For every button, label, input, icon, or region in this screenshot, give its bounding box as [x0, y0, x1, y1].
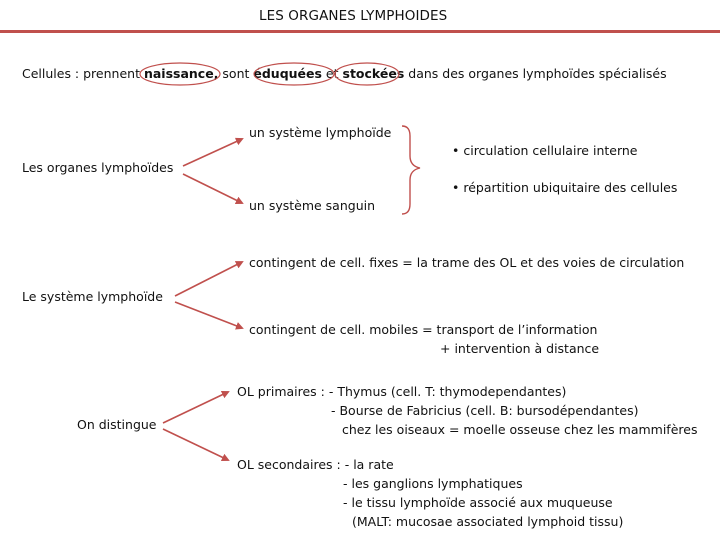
intro-keyword-stockees: stockées: [342, 66, 405, 81]
section1-label: Les organes lymphoïdes: [22, 160, 174, 175]
secondary-line-2: - les ganglions lymphatiques: [343, 476, 523, 491]
arrow-s1-top: [183, 139, 242, 166]
arrow-s3-top: [163, 392, 228, 423]
section1-bullet-2: • répartition ubiquitaire des cellules: [452, 180, 678, 195]
intro-lead: Cellules : prennent: [22, 66, 144, 81]
page-title: LES ORGANES LYMPHOIDES: [259, 8, 448, 24]
section3-label: On distingue: [77, 417, 157, 432]
section2-branch-bottom-1: contingent de cell. mobiles = transport de l’information: [249, 322, 598, 337]
secondary-line-4: (MALT: mucosae associated lymphoid tissu): [352, 514, 624, 529]
highlight-ellipse-1: [140, 63, 220, 85]
secondary-line-3: - le tissu lymphoïde associé aux muqueuse: [343, 495, 613, 510]
section1-bullet-1: • circulation cellulaire interne: [452, 143, 638, 158]
section2-label: Le système lymphoïde: [22, 289, 163, 304]
arrow-s2-top: [175, 262, 242, 296]
intro-keyword-naissance: naissance,: [143, 66, 219, 81]
highlight-ellipse-2: [254, 63, 334, 85]
intro-mid1: sont: [218, 66, 254, 81]
right-brace: [402, 126, 420, 214]
arrow-s3-bottom: [163, 429, 228, 460]
arrow-s2-bottom: [175, 302, 242, 328]
section2-branch-bottom-2: + intervention à distance: [440, 341, 600, 356]
primary-line-2: - Bourse de Fabricius (cell. B: bursodépendantes): [331, 403, 639, 418]
intro-tail: dans des organes lymphoïdes spécialisés: [404, 66, 667, 81]
section1-branch-bottom: un système sanguin: [249, 198, 376, 213]
section2-branch-top: contingent de cell. fixes = la trame des OL et des voies de circulation: [249, 255, 685, 270]
primary-line-3: chez les oiseaux = moelle osseuse chez les mammifères: [342, 422, 698, 437]
arrow-s1-bottom: [183, 174, 242, 203]
intro-mid2: et: [321, 66, 343, 81]
secondary-line-1: OL secondaires : - la rate: [237, 457, 394, 472]
primary-line-1: OL primaires : - Thymus (cell. T: thymodependantes): [237, 384, 567, 399]
highlight-ellipse-3: [335, 63, 399, 85]
intro-keyword-eduquees: éduquées: [253, 66, 322, 81]
section1-branch-top: un système lymphoïde: [249, 125, 392, 140]
